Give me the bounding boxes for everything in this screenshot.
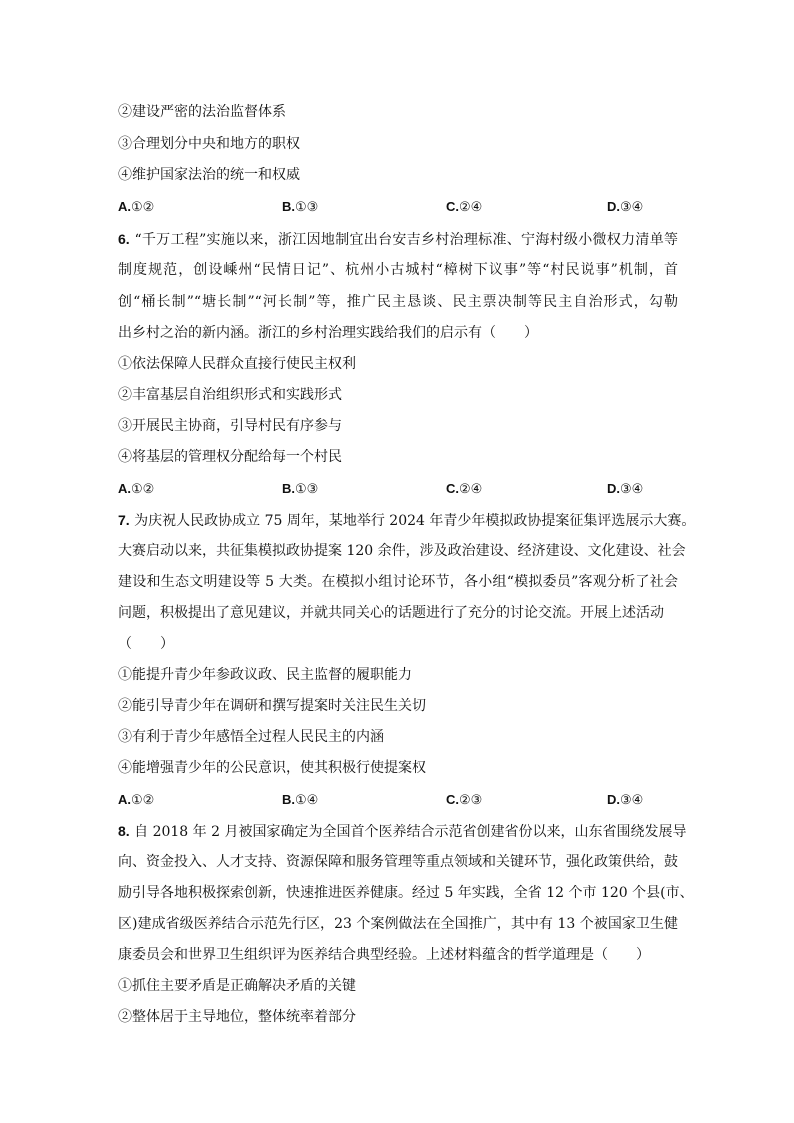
q8-stem-line-1: 8. 自 2018 年 2 月被国家确定为全国首个医养结合示范省创建省份以来，山东省围绕发展导 (118, 823, 687, 840)
choice-b: B.①③ (282, 481, 319, 497)
q6-number: 6. (118, 231, 130, 247)
prev-option-item-4: ④维护国家法治的统一和权威 (118, 167, 300, 183)
q6-item-3: ③开展民主协商，引导村民有序参与 (118, 418, 342, 434)
q8-number: 8. (118, 823, 130, 839)
q8-item-2: ②整体居于主导地位，整体统率着部分 (118, 1009, 356, 1025)
q7-stem-line-2: 大赛启动以来，共征集模拟政协提案 120 余件，涉及政治建设、经济建设、文化建设、社会 (118, 543, 686, 559)
q7-number: 7. (118, 512, 130, 528)
q6-stem-line-4: 出乡村之治的新内涵。浙江的乡村治理实践给我们的启示有（ ） (118, 325, 538, 341)
q6-stem-line-2: 制度规范，创设嵊州“民情日记”、杭州小古城村“樟树下议事”等“村民说事”机制，首 (118, 262, 678, 278)
q8-item-1: ①抓住主要矛盾是正确解决矛盾的关键 (118, 978, 356, 994)
q6-item-1: ①依法保障人民群众直接行使民主权利 (118, 356, 356, 372)
prev-option-item-2: ②建设严密的法治监督体系 (118, 104, 286, 120)
prev-choices-row (118, 197, 678, 217)
q6-item-4: ④将基层的管理权分配给每一个村民 (118, 449, 342, 465)
q6-item-2: ②丰富基层自治组织形式和实践形式 (118, 387, 342, 403)
choice-b: B.①③ (282, 199, 319, 215)
choice-a: A.①② (118, 199, 155, 215)
choice-d: D.③④ (607, 481, 644, 497)
q7-item-1: ①能提升青少年参政议政、民主监督的履职能力 (118, 667, 412, 683)
q8-stem-line-3: 励引导各地积极探索创新，快速推进医养健康。经过 5 年实践，全省 12 个市 120 个县(市、 (118, 885, 694, 901)
choice-d: D.③④ (607, 792, 644, 808)
choice-d: D.③④ (607, 199, 644, 215)
q7-stem-line-5: （ ） (118, 636, 174, 652)
q8-stem-line-2: 向、资金投入、人才支持、资源保障和服务管理等重点领域和关键环节，强化政策供给，鼓 (118, 854, 678, 870)
q6-stem-line-1: 6. “千万工程”实施以来，浙江因地制宜出台安吉乡村治理标准、宁海村级小微权力清单等 (118, 231, 679, 248)
q7-choices-row (118, 790, 678, 810)
choice-a: A.①② (118, 481, 155, 497)
choice-a: A.①② (118, 792, 155, 808)
choice-c: C.②④ (446, 199, 483, 215)
q7-item-2: ②能引导青少年在调研和撰写提案时关注民生关切 (118, 698, 426, 714)
q7-item-4: ④能增强青少年的公民意识，使其积极行使提案权 (118, 760, 426, 776)
q7-item-3: ③有利于青少年感悟全过程人民民主的内涵 (118, 729, 384, 745)
q7-stem-line-3: 建设和生态文明建设等 5 大类。在模拟小组讨论环节，各小组“模拟委员”客观分析了社会 (118, 574, 678, 590)
q7-stem-line-4: 问题，积极提出了意见建议，并就共同关心的话题进行了充分的讨论交流。开展上述活动 (118, 605, 664, 621)
q7-stem-line-1: 7. 为庆祝人民政协成立 75 周年，某地举行 2024 年青少年模拟政协提案征集评选展示大赛。 (118, 512, 696, 529)
choice-c: C.②④ (446, 481, 483, 497)
q6-choices-row (118, 479, 678, 499)
prev-option-item-3: ③合理划分中央和地方的职权 (118, 136, 300, 152)
choice-c: C.②③ (446, 792, 483, 808)
q6-stem-line-3: 创“桶长制”“塘长制”“河长制”等，推广民主恳谈、民主票决制等民主自治形式，勾勒 (118, 294, 678, 310)
q8-stem-line-4: 区)建成省级医养结合示范先行区，23 个案例做法在全国推广，其中有 13 个被国家卫生健 (118, 916, 678, 932)
q8-stem-line-5: 康委员会和世界卫生组织评为医养结合典型经验。上述材料蕴含的哲学道理是（ ） (118, 947, 650, 963)
choice-b: B.①④ (282, 792, 319, 808)
